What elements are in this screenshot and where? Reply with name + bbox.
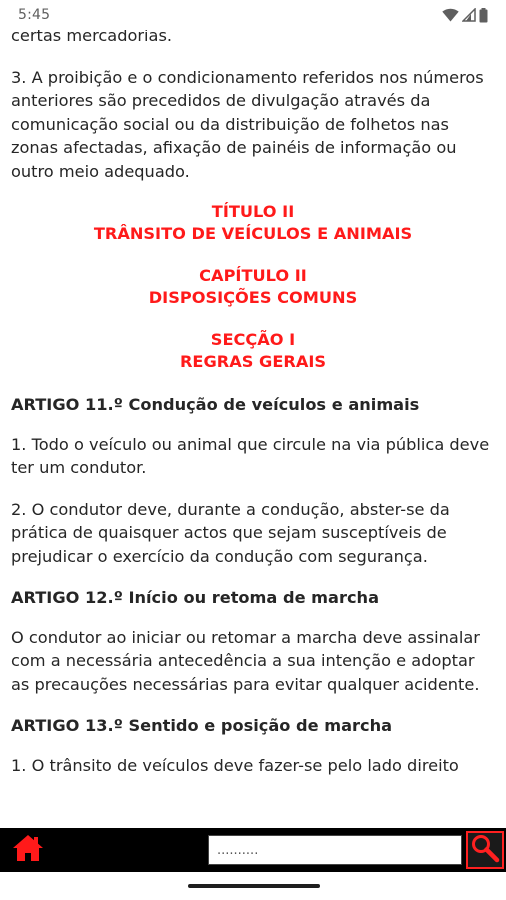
titulo-heading: [11, 201, 495, 245]
article-13-paragraph-1: 1. O trânsito de veículos deve fazer-se pelo lado direito: [11, 755, 459, 775]
status-bar: [0, 0, 506, 30]
capitulo-line1: CAPÍTULO II: [199, 266, 307, 285]
titulo-line1: TÍTULO II: [211, 202, 295, 221]
article-13-title: ARTIGO 13.º Sentido e posição de marcha: [11, 716, 393, 735]
home-button[interactable]: [5, 832, 51, 868]
article-11-paragraph-1: 1. Todo o veículo ou animal que circule na via pública deve ter um condutor.: [11, 434, 490, 477]
seccao-line1: SECÇÃO I: [210, 330, 296, 349]
home-icon: [12, 833, 44, 867]
article-11-title: ARTIGO 11.º Condução de veículos e animais: [11, 395, 420, 414]
search-input[interactable]: [208, 835, 462, 865]
gesture-handle[interactable]: [188, 884, 320, 888]
battery-icon: [479, 8, 488, 23]
capitulo-heading: [11, 265, 495, 309]
law-text-body: [11, 30, 495, 795]
seccao-line2: REGRAS GERAIS: [179, 352, 327, 371]
seccao-heading: [11, 329, 495, 373]
article-12-title: ARTIGO 12.º Início ou retoma de marcha: [11, 588, 379, 607]
capitulo-line2: DISPOSIÇÕES COMUNS: [148, 288, 358, 307]
law-text-view[interactable]: [0, 30, 506, 828]
article-12-paragraph-1: O condutor ao iniciar ou retomar a marcha deve assinalar com a necessária antecedência a sua intenção e adoptar as precauções necessárias para evitar qualquer acidente.: [11, 627, 480, 694]
signal-icon: [462, 8, 476, 22]
system-navigation-area: [0, 872, 506, 900]
wifi-icon: [442, 8, 459, 22]
bottom-toolbar: [0, 828, 506, 872]
search-icon: [470, 833, 500, 867]
paragraph-3: 3. A proibição e o condicionamento referidos nos números anteriores são precedidos de divulgação através da comunicação social ou da distribuição de folhetos nas zonas afectadas, afixação de painéis de informação ou outro meio adequado.: [11, 67, 484, 181]
titulo-line2: TRÂNSITO DE VEÍCULOS E ANIMAIS: [93, 224, 413, 243]
search-button[interactable]: [466, 831, 504, 869]
status-time: 5:45: [18, 7, 51, 23]
article-11-paragraph-2: 2. O condutor deve, durante a condução, abster-se da prática de quaisquer actos que sejam susceptíveis de prejudicar o exercício da condução com segurança.: [11, 499, 450, 566]
paragraph-intro-fragment: certas mercadorias.: [11, 30, 173, 45]
status-icons: [442, 8, 488, 23]
